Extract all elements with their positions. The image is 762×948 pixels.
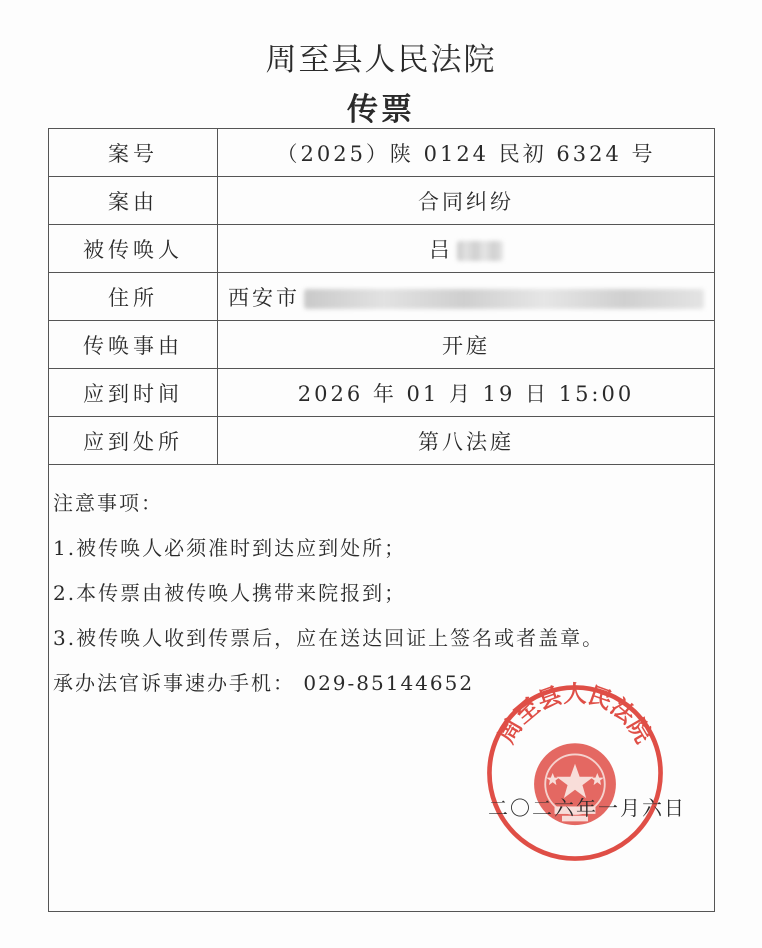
redaction-blur xyxy=(457,241,503,261)
summons-reason-value: 开庭 xyxy=(218,321,715,369)
svg-text:周至县人民法院 xyxy=(493,681,657,749)
court-seal-stamp xyxy=(482,680,668,866)
table-row xyxy=(49,177,714,225)
note-item: 3.被传唤人收到传票后，应在送达回证上签名或者盖章。 xyxy=(53,626,605,650)
note-item: 1.被传唤人必须准时到达应到处所； xyxy=(53,536,407,560)
table-row xyxy=(49,129,714,177)
appearance-place-value: 第八法庭 xyxy=(218,417,715,465)
case-cause-label: 案由 xyxy=(49,177,218,225)
case-cause-value: 合同纠纷 xyxy=(218,177,715,225)
notes-heading: 注意事项： xyxy=(53,491,163,515)
address-cell xyxy=(218,273,715,321)
seal-text: 周至县人民法院 xyxy=(493,680,657,748)
address-label: 住所 xyxy=(49,273,218,321)
table-row xyxy=(49,273,714,321)
issue-date: 二〇二六年一月六日 xyxy=(488,796,686,820)
table-row xyxy=(49,369,714,417)
redaction-blur xyxy=(304,289,704,309)
address-value: 西安市 xyxy=(228,285,300,310)
document-title: 传票 xyxy=(347,92,415,128)
appearance-time-value: 2026 年 01 月 19 日 15:00 xyxy=(218,369,715,417)
case-number-label: 案号 xyxy=(49,129,218,177)
notes-section xyxy=(49,481,604,706)
case-info-table xyxy=(49,129,714,465)
summoned-person-cell xyxy=(218,225,715,273)
table-row xyxy=(49,321,714,369)
judge-contact: 承办法官诉事速办手机： 029-85144652 xyxy=(53,671,475,695)
note-item: 2.本传票由被传唤人携带来院报到； xyxy=(53,581,407,605)
table-row xyxy=(49,417,714,465)
case-number-value: （2025）陕 0124 民初 6324 号 xyxy=(218,129,715,177)
table-row xyxy=(49,225,714,273)
summoned-person-value: 吕 xyxy=(429,237,453,262)
court-name: 周至县人民法院 xyxy=(265,42,497,78)
summoned-person-label: 被传唤人 xyxy=(49,225,218,273)
appearance-time-label: 应到时间 xyxy=(49,369,218,417)
summons-reason-label: 传唤事由 xyxy=(49,321,218,369)
appearance-place-label: 应到处所 xyxy=(49,417,218,465)
